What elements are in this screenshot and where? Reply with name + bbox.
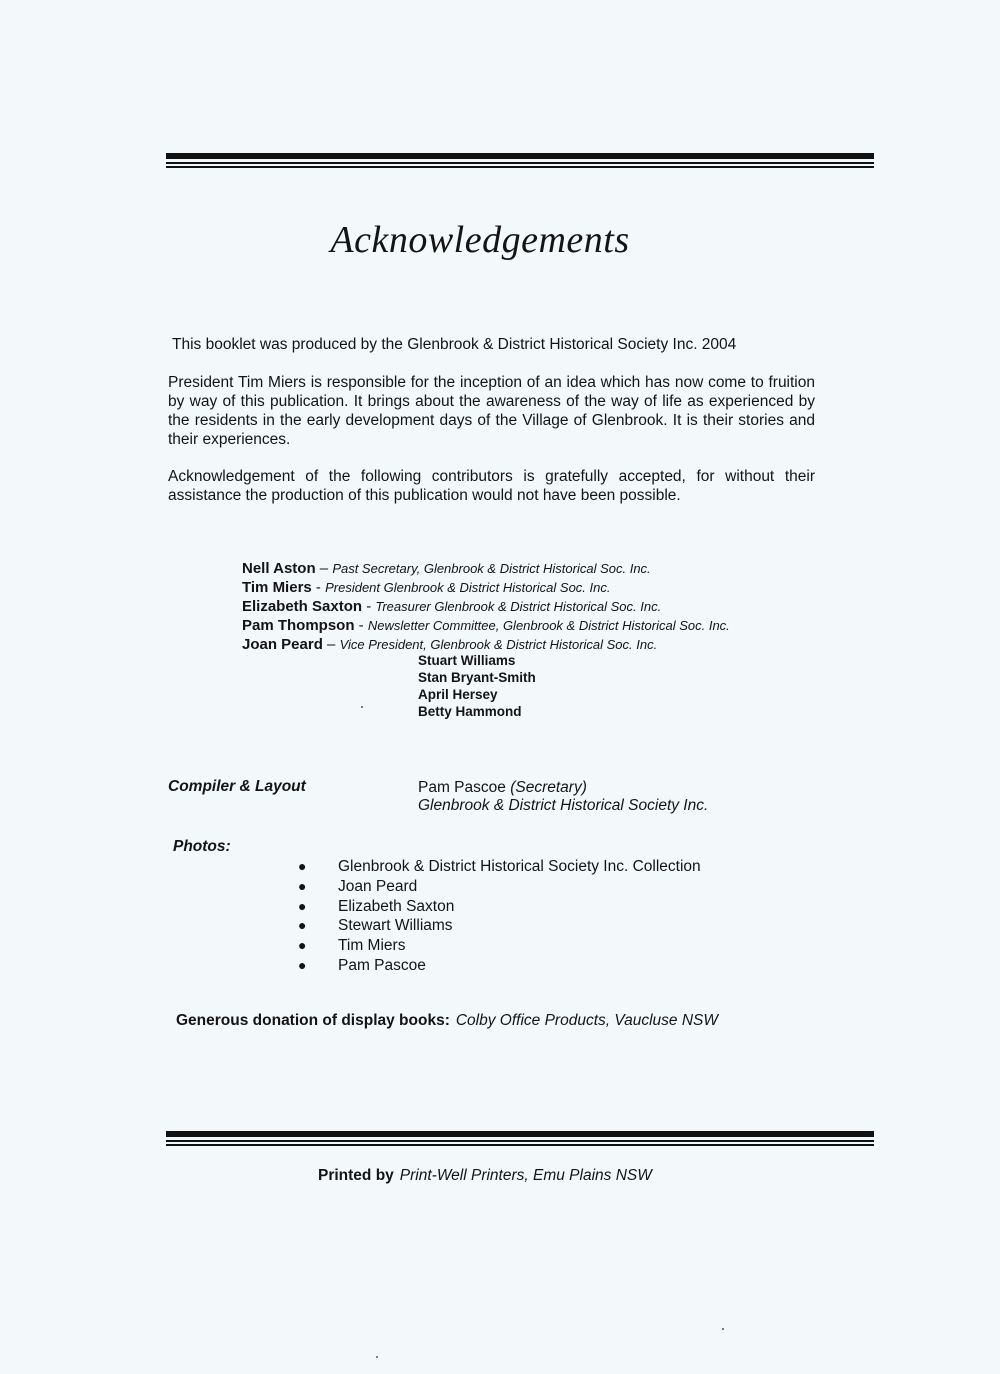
photo-credit-item [296, 956, 701, 976]
acknowledgement-paragraph: Acknowledgement of the following contributors is gratefully accepted, for without their assistance the production of this publication would not have been possible. [168, 468, 815, 504]
contributor-separator: – [315, 560, 333, 577]
photos-list [296, 857, 701, 976]
photo-credit-item [296, 857, 701, 877]
printer-name: Print-Well Printers, Emu Plains NSW [399, 1167, 652, 1184]
contributor-role: Newsletter Committee, Glenbrook & District Historical Soc. Inc. [367, 618, 730, 633]
contributor-separator: – [322, 636, 340, 653]
contributor-item [242, 597, 730, 616]
contributors-list [242, 559, 730, 654]
printed-by-label: Printed by [318, 1167, 394, 1184]
compiler-organisation: Glenbrook & District Historical Society Inc. [418, 797, 709, 814]
donation-label: Generous donation of display books: [176, 1012, 450, 1029]
contributor-role: Vice President, Glenbrook & District Historical Soc. Inc. [339, 637, 658, 652]
bullet-icon: ● [298, 956, 307, 973]
photo-credit-item [296, 916, 701, 936]
photo-credit-item [296, 897, 701, 917]
bullet-icon: ● [298, 897, 307, 914]
contributor-role: Past Secretary, Glenbrook & District Historical Soc. Inc. [332, 561, 651, 576]
contributor-name: Elizabeth Saxton [242, 598, 363, 615]
contributor-role: Treasurer Glenbrook & District Historical Soc. Inc. [375, 599, 662, 614]
contributor-role: President Glenbrook & District Historical Soc. Inc. [325, 580, 611, 595]
photo-credit-text: Joan Peard [338, 877, 418, 895]
president-paragraph: President Tim Miers is responsible for the inception of an idea which has now come to fruition by way of this publication. It brings about the awareness of the way of life as experienced by the residents in the early development days of the Village of Glenbrook. It is their stories and their experiences. [168, 374, 815, 448]
bottom-divider-rule [166, 1131, 874, 1146]
bullet-icon: ● [298, 858, 307, 874]
photo-credit-text: Tim Miers [338, 937, 406, 955]
contributor-separator: - [311, 579, 326, 596]
compiler-name-line [418, 778, 587, 797]
top-divider-rule [166, 153, 874, 168]
photo-credit-text: Elizabeth Saxton [338, 897, 455, 915]
contributor-item [242, 616, 730, 635]
paper-speck [361, 706, 363, 708]
compiler-name: Pam Pascoe [418, 779, 506, 796]
other-contributor-name: Stuart Williams [418, 653, 516, 668]
contributor-item [242, 559, 730, 578]
contributor-name: Nell Aston [242, 560, 316, 577]
other-contributor-name: April Hersey [418, 687, 498, 702]
other-contributors-list [418, 652, 536, 720]
contributor-separator: - [362, 598, 376, 615]
photo-credit-text: Stewart Williams [338, 917, 453, 935]
photo-credit-text: Pam Pascoe [338, 956, 426, 974]
bullet-icon: ● [298, 877, 307, 894]
paper-speck [376, 1356, 378, 1358]
intro-paragraph: This booklet was produced by the Glenbrook & District Historical Society Inc. 2004 [172, 336, 737, 353]
bullet-icon: ● [298, 937, 307, 954]
donation-value: Colby Office Products, Vaucluse NSW [455, 1012, 719, 1029]
contributor-item [242, 578, 730, 597]
compiler-label: Compiler & Layout [168, 778, 306, 795]
photo-credit-text: Glenbrook & District Historical Society Inc. Collection [338, 858, 701, 875]
printer-credit [318, 1167, 652, 1185]
donation-line [176, 1012, 718, 1030]
contributor-name: Joan Peard [242, 636, 323, 653]
other-contributor-name: Stan Bryant-Smith [418, 670, 536, 685]
contributor-name: Pam Thompson [242, 617, 355, 634]
photo-credit-item [296, 877, 701, 897]
contributor-name: Tim Miers [242, 579, 312, 596]
contributor-separator: - [354, 617, 368, 634]
compiler-role: (Secretary) [510, 779, 587, 796]
photo-credit-item [296, 936, 701, 956]
other-contributor-name: Betty Hammond [418, 704, 522, 719]
photos-label: Photos: [173, 838, 231, 855]
paper-speck [722, 1328, 724, 1330]
bullet-icon: ● [298, 917, 307, 934]
page-title: Acknowledgements [330, 219, 630, 261]
